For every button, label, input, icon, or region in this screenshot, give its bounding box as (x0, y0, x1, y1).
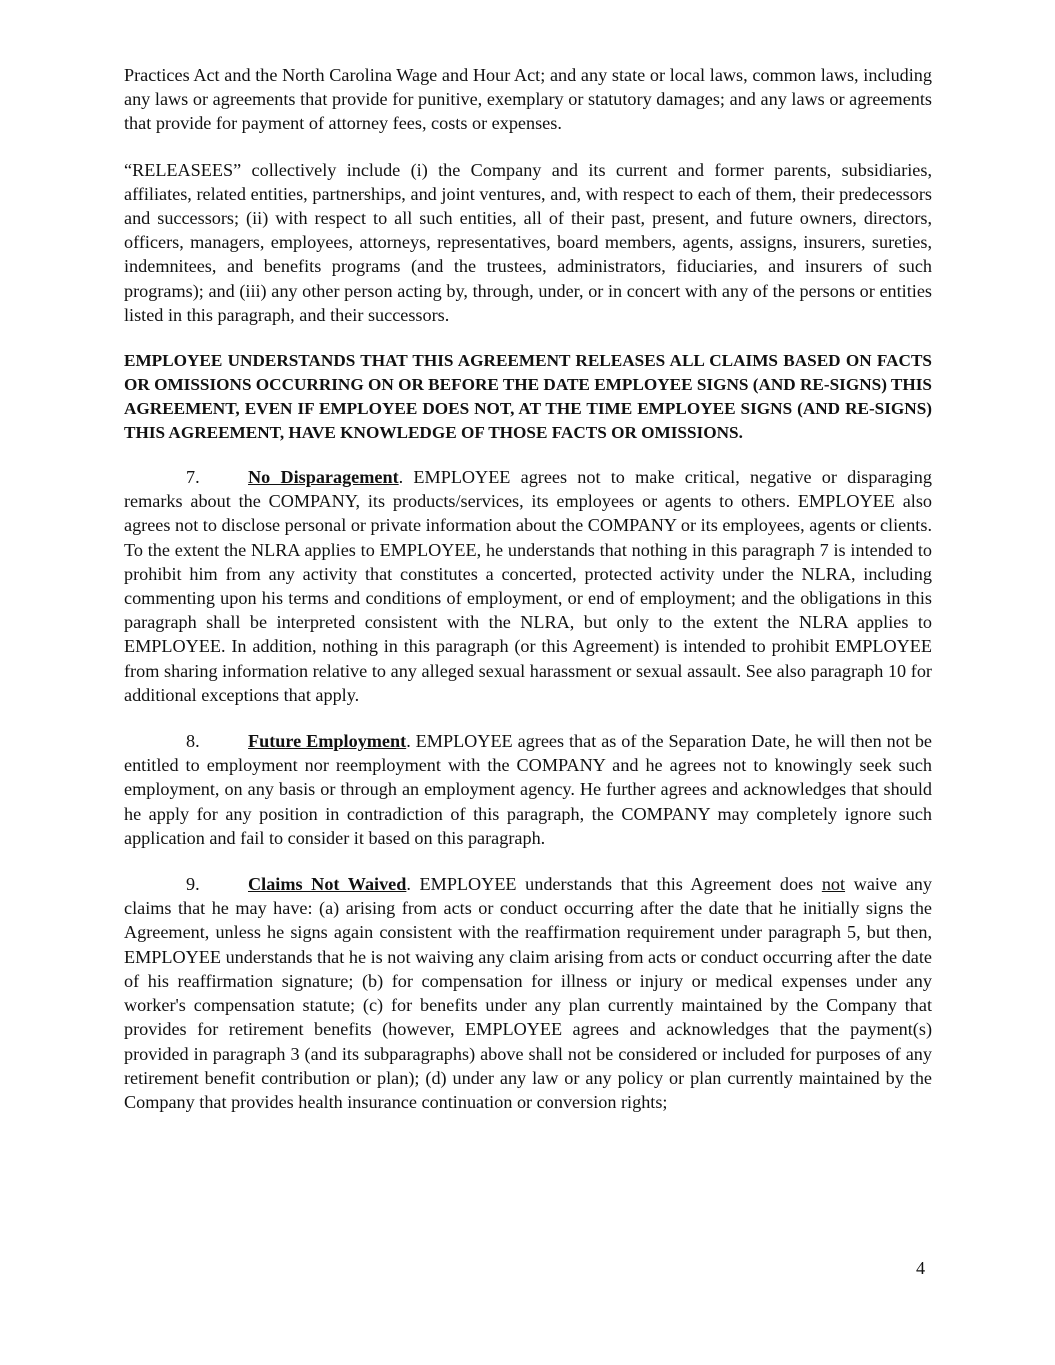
releasees-paragraph: “RELEASEES” collectively include (i) the Company and its current and former parents, subsidiaries, affiliates, related entities, partnerships, and joint ventures, and, with respect to each of them, their predecessors and successors; (ii) with respect to all such entities, all of their past, present, and future owners, directors, officers, managers, employees, attorneys, representatives, board members, agents, assigns, insurers, sureties, indemnitees, and benefits programs (and the trustees, administrators, fiduciaries, and insurers of such programs); and (iii) any other person acting by, through, under, or in concert with any of the persons or entities listed in this paragraph, and their successors. (124, 159, 932, 325)
section-8-future-employment (124, 729, 932, 850)
section-8-body: . EMPLOYEE agrees that as of the Separation Date, he will then not be entitled to employment nor reemployment with the COMPANY and he agrees not to knowingly seek such employment, on any basis or through an employment agency. He further agrees and acknowledges that should he apply for any position in contradiction of this paragraph, the COMPANY may completely ignore such application and fail to consider it based on this paragraph. (124, 731, 932, 848)
section-9-body-rest: waive any claims that he may have: (a) arising from acts or conduct occurring after the date that he initially signs the Agreement, unless he signs again consistent with the reaffirmation requirement under paragraph 5, but then, EMPLOYEE understands that he is not waiving any claim arising from acts or conduct occurring after the date of his reaffirmation signature; (b) for compensation for illness or injury or medical expenses under any worker's compensation statute; (c) for benefits under any plan currently maintained by the Company that provides for retirement benefits (however, EMPLOYEE agrees and acknowledges that the payment(s) provided in paragraph 3 (and its subparagraphs) above shall not be considered or included for purposes of any retirement benefit contribution or plan); (d) under any law or any policy or plan currently maintained by the Company that provides health insurance continuation or conversion rights; (124, 874, 932, 1112)
section-8-heading: Future Employment (248, 731, 407, 752)
page-number: 4 (916, 1258, 926, 1278)
section-9-claims-not-waived (124, 872, 932, 1114)
section-9-heading: Claims Not Waived (248, 874, 407, 895)
section-7-body: . EMPLOYEE agrees not to make critical, negative or disparaging remarks about the COMPANY, its products/services, its employees or agents to others. EMPLOYEE also agrees not to disclose personal or private information about the COMPANY or its employees, agents or clients. To the extent the NLRA applies to EMPLOYEE, he understands that nothing in this paragraph 7 is intended to prohibit him from any activity that constitutes a concerted, protected activity under the NLRA, including commenting upon his terms and conditions of employment, or end of employment; and the obligations in this paragraph shall be interpreted consistent with the NLRA, but only to the extent the NLRA applies to EMPLOYEE. In addition, nothing in this paragraph (or this Agreement) is intended to prohibit EMPLOYEE from sharing information relative to any alleged sexual harassment or sexual assault. See also paragraph 10 for additional exceptions that apply. (124, 467, 932, 705)
section-7-number: 7. (186, 467, 200, 488)
section-7-no-disparagement (124, 465, 932, 707)
section-9-body-start: . EMPLOYEE understands that this Agreement does (406, 874, 822, 895)
document-page (124, 63, 932, 1136)
intro-paragraph: Practices Act and the North Carolina Wage and Hour Act; and any state or local laws, common laws, including any laws or agreements that provide for punitive, exemplary or statutory damages; and any laws or agreements that provide for payment of attorney fees, costs or expenses. (124, 65, 932, 134)
section-8-number: 8. (186, 731, 200, 752)
section-9-emphasis: not (821, 874, 846, 895)
section-7-heading: No Disparagement (248, 467, 399, 488)
section-9-number: 9. (186, 874, 200, 895)
acknowledgment-paragraph: EMPLOYEE UNDERSTANDS THAT THIS AGREEMENT RELEASES ALL CLAIMS BASED ON FACTS OR OMISSIONS OCCURRING ON OR BEFORE THE DATE EMPLOYEE SIGNS (AND RE-SIGNS) THIS AGREEMENT, EVEN IF EMPLOYEE DOES NOT, AT THE TIME EMPLOYEE SIGNS (AND RE-SIGNS) THIS AGREEMENT, HAVE KNOWLEDGE OF THOSE FACTS OR OMISSIONS. (124, 351, 932, 443)
